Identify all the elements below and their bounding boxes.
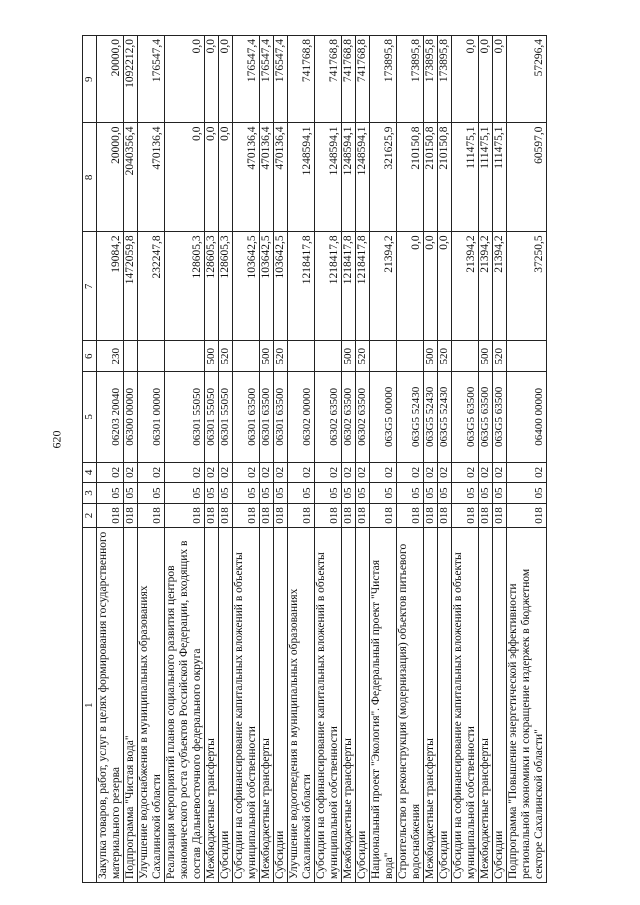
amount-col8-cell: 210150,8 [438,123,452,232]
amount-col9-cell: 173895,8 [397,36,424,123]
header-cell: 2 [83,503,97,528]
amount-col7-cell: 128605,3 [219,232,233,341]
target-article-cell: 06302 00000 [288,372,315,462]
header-row [83,36,97,883]
section-cell: 05 [138,483,165,504]
target-article-cell: 06301 63500 [233,372,260,462]
amount-col7-cell: 19084,2 [97,232,124,341]
table-row [342,36,356,883]
row-name-cell: Межбюджетные трансферты [205,528,219,883]
section-cell: 05 [219,483,233,504]
row-name-cell: Улучшение водоотведения в муниципальных образованиях Сахалинской области [288,528,315,883]
amount-col7-cell: 1218417,8 [315,232,342,341]
amount-col7-cell: 128605,3 [165,232,205,341]
header-cell: 3 [83,483,97,504]
amount-col9-cell: 173895,8 [370,36,397,123]
amount-col7-cell: 128605,3 [205,232,219,341]
amount-col8-cell: 210150,8 [397,123,424,232]
table-row [260,36,274,883]
amount-col9-cell: 0,0 [165,36,205,123]
amount-col9-cell: 741768,8 [342,36,356,123]
expense-type-cell: 500 [479,341,493,372]
section-cell: 05 [97,483,124,504]
gov-code-cell: 018 [260,503,274,528]
target-article-cell: 06301 00000 [138,372,165,462]
target-article-cell: 06400 00000 [507,372,547,462]
amount-col7-cell: 0,0 [438,232,452,341]
row-name-cell: Межбюджетные трансферты [260,528,274,883]
amount-col7-cell: 21394,2 [493,232,507,341]
gov-code-cell: 018 [438,503,452,528]
header-cell: 8 [83,123,97,232]
subsection-cell: 02 [124,462,138,483]
subsection-cell: 02 [452,462,479,483]
expense-type-cell: 520 [219,341,233,372]
subsection-cell: 02 [205,462,219,483]
table-row [356,36,370,883]
table-row [288,36,315,883]
header-cell: 4 [83,462,97,483]
target-article-cell: 06302 63500 [342,372,356,462]
header-cell: 1 [83,528,97,883]
header-cell: 7 [83,232,97,341]
table-row [424,36,438,883]
amount-col9-cell: 741768,8 [315,36,342,123]
expense-type-cell [452,341,479,372]
target-article-cell: 063G5 52430 [424,372,438,462]
amount-col7-cell: 1218417,8 [342,232,356,341]
amount-col9-cell: 0,0 [452,36,479,123]
section-cell: 05 [507,483,547,504]
expense-type-cell: 500 [205,341,219,372]
row-name-cell: Строительство и реконструкция (модернизация) объектов питьевого водоснабжения [397,528,424,883]
amount-col7-cell: 1218417,8 [356,232,370,341]
gov-code-cell: 018 [315,503,342,528]
section-cell: 05 [397,483,424,504]
expense-type-cell [315,341,342,372]
amount-col8-cell: 210150,8 [424,123,438,232]
amount-col7-cell: 103642,5 [274,232,288,341]
target-article-cell: 06301 55050 [219,372,233,462]
amount-col9-cell: 176547,4 [138,36,165,123]
row-name-cell: Субсидии [493,528,507,883]
subsection-cell: 02 [165,462,205,483]
amount-col9-cell: 0,0 [219,36,233,123]
subsection-cell: 02 [356,462,370,483]
amount-col8-cell: 0,0 [205,123,219,232]
gov-code-cell: 018 [452,503,479,528]
amount-col8-cell: 470136,4 [233,123,260,232]
gov-code-cell: 018 [288,503,315,528]
amount-col8-cell: 111475,1 [493,123,507,232]
amount-col8-cell: 1248594,1 [315,123,342,232]
row-name-cell: Улучшение водоснабжения в муниципальных образованиях Сахалинской области [138,528,165,883]
target-article-cell: 06300 00000 [124,372,138,462]
rotated-page [72,0,627,905]
row-name-cell: Межбюджетные трансферты [479,528,493,883]
expense-type-cell [165,341,205,372]
budget-table [82,35,547,883]
amount-col8-cell: 1248594,1 [356,123,370,232]
amount-col8-cell: 470136,4 [274,123,288,232]
amount-col8-cell: 111475,1 [452,123,479,232]
target-article-cell: 063G5 00000 [370,372,397,462]
header-cell: 9 [83,36,97,123]
amount-col8-cell: 1248594,1 [288,123,315,232]
table-row [452,36,479,883]
expense-type-cell [370,341,397,372]
amount-col8-cell: 470136,4 [138,123,165,232]
amount-col7-cell: 1218417,8 [288,232,315,341]
row-name-cell: Закупка товаров, работ, услуг в целях формирования государственного материального резерва [97,528,124,883]
page-number: 620 [49,430,64,449]
table-row [97,36,124,883]
gov-code-cell: 018 [424,503,438,528]
section-cell: 05 [342,483,356,504]
table-row [507,36,547,883]
table-row [165,36,205,883]
amount-col7-cell: 103642,5 [260,232,274,341]
section-cell: 05 [493,483,507,504]
subsection-cell: 02 [315,462,342,483]
expense-type-cell: 500 [260,341,274,372]
amount-col8-cell: 1248594,1 [342,123,356,232]
subsection-cell: 02 [288,462,315,483]
row-name-cell: Субсидии [219,528,233,883]
target-article-cell: 06302 63500 [356,372,370,462]
table-row [397,36,424,883]
section-cell: 05 [205,483,219,504]
section-cell: 05 [370,483,397,504]
subsection-cell: 02 [342,462,356,483]
section-cell: 05 [165,483,205,504]
row-name-cell: Субсидии на софинансирование капитальных вложений в объекты муниципальной собственности [315,528,342,883]
row-name-cell: Субсидии [356,528,370,883]
row-name-cell: Субсидии [438,528,452,883]
section-cell: 05 [438,483,452,504]
expense-type-cell [288,341,315,372]
section-cell: 05 [124,483,138,504]
expense-type-cell [138,341,165,372]
amount-col9-cell: 741768,8 [356,36,370,123]
subsection-cell: 02 [438,462,452,483]
target-article-cell: 06301 63500 [260,372,274,462]
section-cell: 05 [274,483,288,504]
table-row [138,36,165,883]
header-cell: 6 [83,341,97,372]
amount-col7-cell: 0,0 [397,232,424,341]
target-article-cell: 063G5 52430 [397,372,424,462]
subsection-cell: 02 [274,462,288,483]
row-name-cell: Межбюджетные трансферты [342,528,356,883]
row-name-cell: Субсидии на софинансирование капитальных вложений в объекты муниципальной собственности [233,528,260,883]
subsection-cell: 02 [507,462,547,483]
expense-type-cell [233,341,260,372]
row-name-cell: Реализация мероприятий планов социального развития центров экономического роста субъектов Российской Федерации, входящих в состав Дальневосточного федерального округа [165,528,205,883]
subsection-cell: 02 [233,462,260,483]
target-article-cell: 06301 55050 [205,372,219,462]
amount-col8-cell: 20000,0 [97,123,124,232]
amount-col9-cell: 0,0 [493,36,507,123]
amount-col9-cell: 173895,8 [424,36,438,123]
table-row [274,36,288,883]
amount-col8-cell: 470136,4 [260,123,274,232]
header-cell: 5 [83,372,97,462]
section-cell: 05 [452,483,479,504]
amount-col7-cell: 21394,2 [370,232,397,341]
amount-col8-cell: 0,0 [165,123,205,232]
expense-type-cell [397,341,424,372]
gov-code-cell: 018 [219,503,233,528]
section-cell: 05 [260,483,274,504]
amount-col9-cell: 741768,8 [288,36,315,123]
amount-col7-cell: 21394,2 [479,232,493,341]
section-cell: 05 [479,483,493,504]
target-article-cell: 06301 55050 [165,372,205,462]
subsection-cell: 02 [219,462,233,483]
table-row [124,36,138,883]
row-name-cell: Межбюджетные трансферты [424,528,438,883]
gov-code-cell: 018 [356,503,370,528]
amount-col9-cell: 0,0 [205,36,219,123]
gov-code-cell: 018 [479,503,493,528]
target-article-cell: 063G5 52430 [438,372,452,462]
amount-col7-cell: 0,0 [424,232,438,341]
section-cell: 05 [356,483,370,504]
amount-col9-cell: 173895,8 [438,36,452,123]
row-name-cell: Национальный проект "Экология". Федеральный проект "Чистая вода" [370,528,397,883]
gov-code-cell: 018 [370,503,397,528]
subsection-cell: 02 [260,462,274,483]
table-row [493,36,507,883]
amount-col7-cell: 103642,5 [233,232,260,341]
gov-code-cell: 018 [124,503,138,528]
row-name-cell: Субсидии на софинансирование капитальных вложений в объекты муниципальной собственности [452,528,479,883]
expense-type-cell: 520 [438,341,452,372]
subsection-cell: 02 [138,462,165,483]
amount-col9-cell: 176547,4 [233,36,260,123]
table-row [219,36,233,883]
subsection-cell: 02 [493,462,507,483]
target-article-cell: 063G5 63500 [479,372,493,462]
table-row [370,36,397,883]
expense-type-cell: 520 [493,341,507,372]
row-name-cell: Подпрограмма "Чистая вода" [124,528,138,883]
subsection-cell: 02 [370,462,397,483]
section-cell: 05 [424,483,438,504]
gov-code-cell: 018 [342,503,356,528]
amount-col9-cell: 176547,4 [260,36,274,123]
gov-code-cell: 018 [233,503,260,528]
gov-code-cell: 018 [165,503,205,528]
amount-col8-cell: 2040356,4 [124,123,138,232]
amount-col9-cell: 57296,4 [507,36,547,123]
row-name-cell: Субсидии [274,528,288,883]
expense-type-cell [124,341,138,372]
expense-type-cell: 500 [424,341,438,372]
target-article-cell: 06302 63500 [315,372,342,462]
gov-code-cell: 018 [274,503,288,528]
expense-type-cell [507,341,547,372]
amount-col7-cell: 21394,2 [452,232,479,341]
gov-code-cell: 018 [397,503,424,528]
amount-col9-cell: 0,0 [479,36,493,123]
amount-col7-cell: 1472059,8 [124,232,138,341]
amount-col7-cell: 232247,8 [138,232,165,341]
target-article-cell: 06203 20040 [97,372,124,462]
amount-col8-cell: 111475,1 [479,123,493,232]
amount-col8-cell: 60597,0 [507,123,547,232]
target-article-cell: 063G5 63500 [493,372,507,462]
amount-col9-cell: 1092212,0 [124,36,138,123]
section-cell: 05 [315,483,342,504]
table-row [479,36,493,883]
gov-code-cell: 018 [138,503,165,528]
target-article-cell: 063G5 63500 [452,372,479,462]
amount-col7-cell: 37250,5 [507,232,547,341]
table-row [315,36,342,883]
row-name-cell: Подпрограмма "Повышение энергетической эффективности региональной экономики и сокращение издержек в бюджетном секторе Сахалинской области" [507,528,547,883]
subsection-cell: 02 [479,462,493,483]
amount-col8-cell: 321625,9 [370,123,397,232]
target-article-cell: 06301 63500 [274,372,288,462]
expense-type-cell: 520 [356,341,370,372]
expense-type-cell: 520 [274,341,288,372]
table-row [233,36,260,883]
amount-col9-cell: 20000,0 [97,36,124,123]
table-row [438,36,452,883]
gov-code-cell: 018 [493,503,507,528]
expense-type-cell: 230 [97,341,124,372]
gov-code-cell: 018 [507,503,547,528]
section-cell: 05 [288,483,315,504]
expense-type-cell: 500 [342,341,356,372]
amount-col9-cell: 176547,4 [274,36,288,123]
subsection-cell: 02 [97,462,124,483]
amount-col8-cell: 0,0 [219,123,233,232]
subsection-cell: 02 [424,462,438,483]
gov-code-cell: 018 [97,503,124,528]
gov-code-cell: 018 [205,503,219,528]
section-cell: 05 [233,483,260,504]
subsection-cell: 02 [397,462,424,483]
table-row [205,36,219,883]
